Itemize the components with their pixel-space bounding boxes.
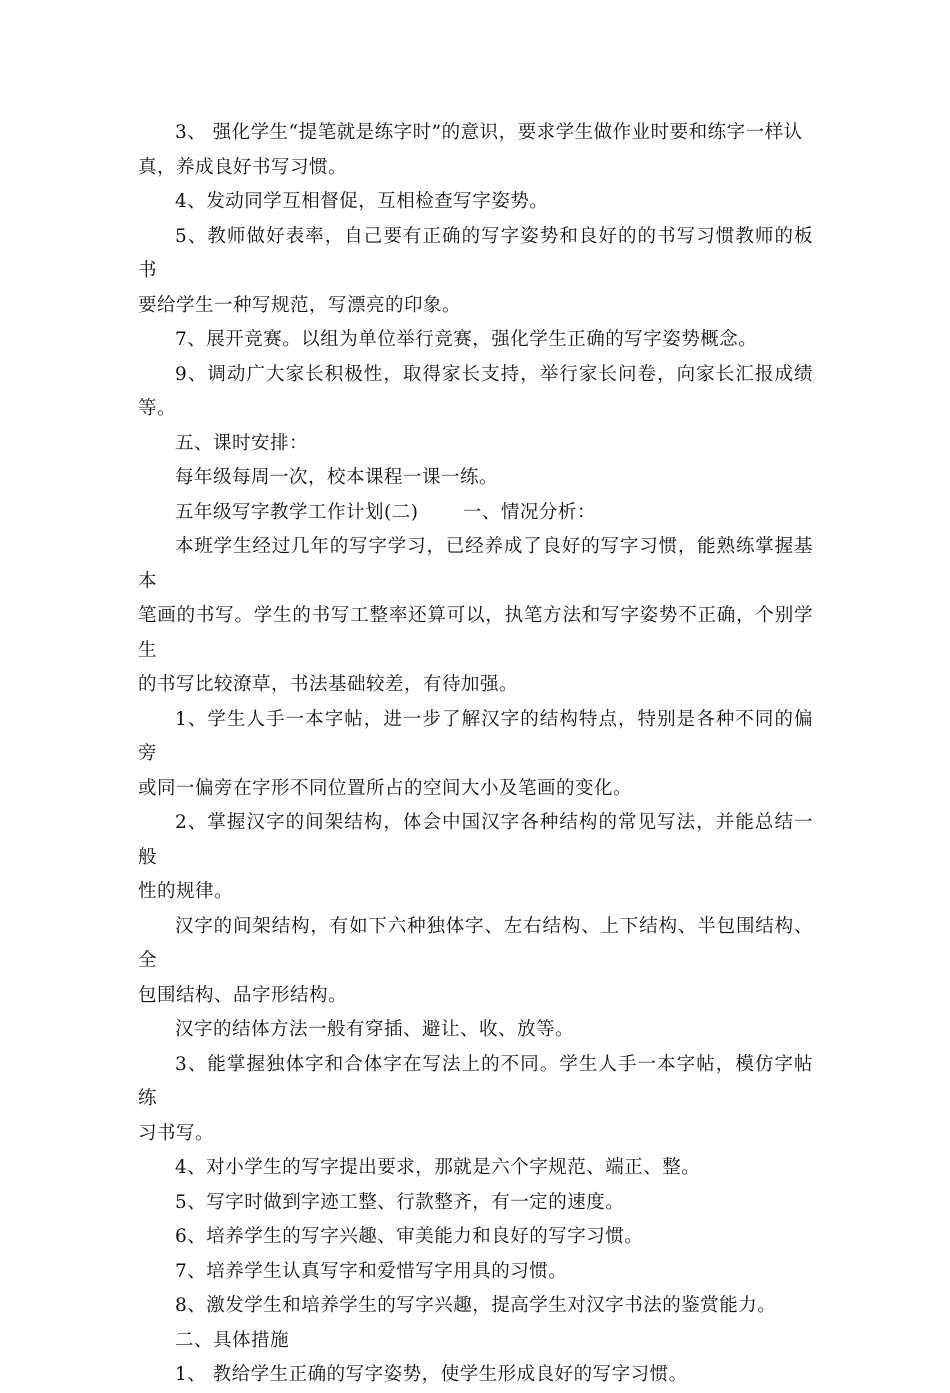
text-line: 或同一偏旁在字形不同位置所占的空间大小及笔画的变化。 bbox=[138, 777, 633, 799]
text-line: 要给学生一种写规范，写漂亮的印象。 bbox=[138, 294, 462, 316]
text-line: 2、掌握汉字的间架结构，体会中国汉字各种结构的常见写法，并能总结一般 bbox=[138, 812, 813, 868]
text-line: 习书写。 bbox=[138, 1122, 215, 1144]
text-line: 3、能掌握独体字和合体字在写法上的不同。学生人手一本字帖，模仿字帖练 bbox=[138, 1053, 813, 1109]
paragraph bbox=[138, 358, 813, 427]
paragraph bbox=[138, 806, 813, 910]
paragraph bbox=[138, 530, 813, 703]
text-line: 真，养成良好书写习惯。 bbox=[138, 156, 348, 178]
paragraph bbox=[138, 496, 813, 531]
text-line: 5、写字时做到字迹工整、行款整齐，有一定的速度。 bbox=[175, 1191, 625, 1213]
text-line: 7、展开竞赛。以组为单位举行竞赛，强化学生正确的写字姿势概念。 bbox=[175, 329, 758, 350]
paragraph bbox=[138, 427, 813, 462]
paragraph bbox=[138, 1048, 813, 1152]
paragraph bbox=[138, 1289, 813, 1324]
document-page bbox=[138, 116, 813, 1393]
paragraph bbox=[138, 461, 813, 496]
text-line: 1、学生人手一本字帖，进一步了解汉字的结构特点，特别是各种不同的偏旁 bbox=[138, 708, 813, 764]
text-line: 性的规律。 bbox=[138, 881, 234, 902]
paragraph bbox=[138, 185, 813, 220]
text-line: 每年级每周一次，校本课程一课一练。 bbox=[175, 467, 499, 488]
paragraph bbox=[138, 1151, 813, 1186]
text-line: 5、教师做好表率，自己要有正确的写字姿势和良好的的书写习惯教师的板书 bbox=[138, 225, 813, 281]
text-line: 包围结构、品字形结构。 bbox=[138, 984, 348, 1006]
text-line: 1、 教给学生正确的写字姿势，使学生形成良好的写字习惯。 bbox=[175, 1364, 688, 1385]
paragraph bbox=[138, 116, 813, 185]
text-line: 笔画的书写。学生的书写工整率还算可以，执笔方法和写字姿势不正确，个别学生 bbox=[138, 605, 813, 661]
paragraph bbox=[138, 1013, 813, 1048]
text-line: 五年级写字教学工作计划(二) 一、情况分析： bbox=[175, 501, 596, 523]
text-line: 4、发动同学互相督促，互相检查写字姿势。 bbox=[175, 191, 549, 212]
text-line: 汉字的结体方法一般有穿插、避让、收、放等。 bbox=[175, 1019, 575, 1040]
paragraph bbox=[138, 1324, 813, 1359]
text-line: 汉字的间架结构，有如下六种独体字、左右结构、上下结构、半包围结构、全 bbox=[138, 915, 813, 971]
text-line: 的书写比较潦草，书法基础较差，有待加强。 bbox=[138, 674, 519, 695]
text-line: 8、激发学生和培养学生的写字兴趣，提高学生对汉字书法的鉴赏能力。 bbox=[175, 1295, 777, 1316]
paragraph bbox=[138, 323, 813, 358]
text-line: 二、具体措施 bbox=[175, 1329, 290, 1351]
paragraph bbox=[138, 1255, 813, 1290]
text-line: 6、培养学生的写字兴趣、审美能力和良好的写字习惯。 bbox=[175, 1226, 644, 1247]
paragraph bbox=[138, 220, 813, 324]
text-line: 本班学生经过几年的写字学习，已经养成了良好的写字习惯，能熟练掌握基本 bbox=[138, 536, 813, 592]
paragraph bbox=[138, 1220, 813, 1255]
paragraph bbox=[138, 1358, 813, 1393]
text-line: 3、 强化学生“提笔就是练字时”的意识，要求学生做作业时要和练字一样认 bbox=[175, 122, 803, 143]
text-line: 五、课时安排： bbox=[175, 432, 309, 454]
text-line: 9、调动广大家长积极性，取得家长支持，举行家长问卷，向家长汇报成绩等。 bbox=[138, 363, 813, 419]
text-line: 7、培养学生认真写字和爱惜写字用具的习惯。 bbox=[175, 1260, 568, 1282]
text-line: 4、对小学生的写字提出要求，那就是六个字规范、端正、整。 bbox=[175, 1157, 701, 1178]
paragraph bbox=[138, 1186, 813, 1221]
paragraph bbox=[138, 910, 813, 1014]
paragraph bbox=[138, 703, 813, 807]
